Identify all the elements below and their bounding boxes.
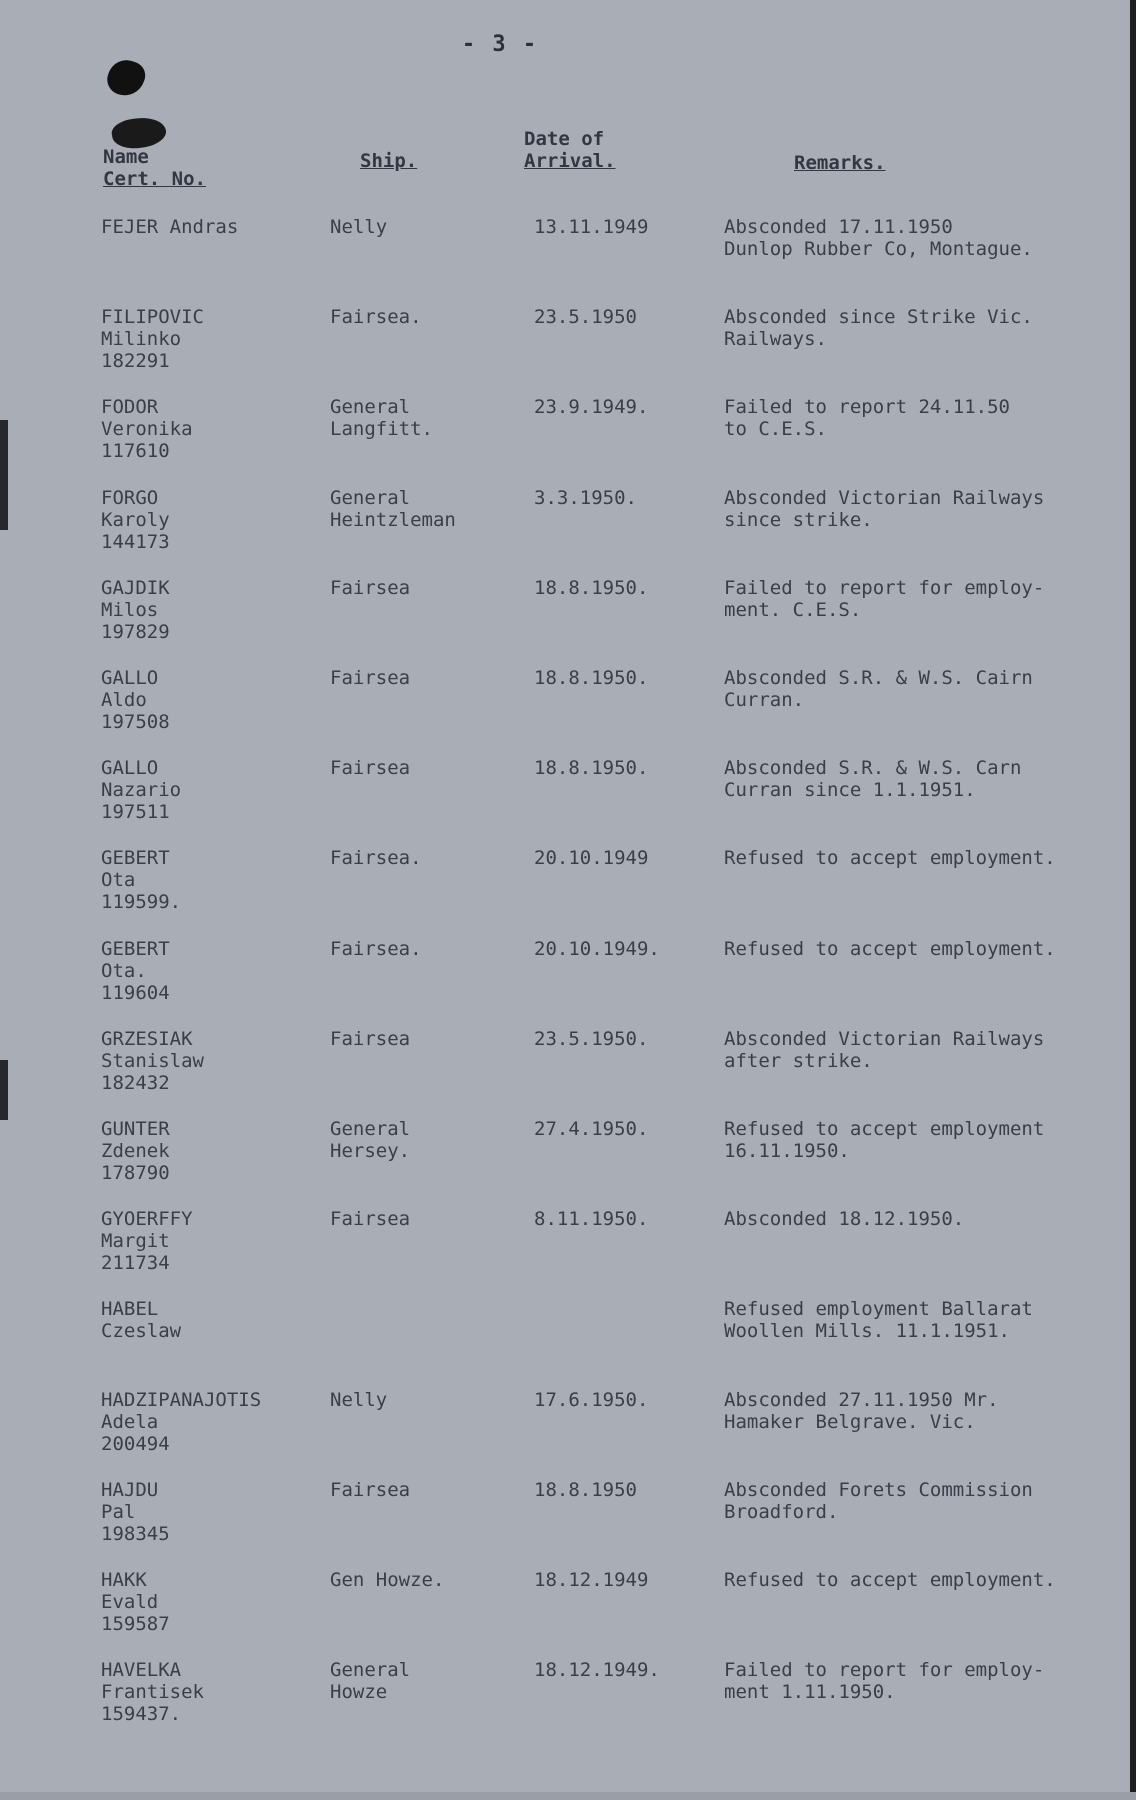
record-name: FILIPOVIC Milinko 182291	[101, 306, 204, 373]
record-remarks: Refused to accept employment 16.11.1950.	[724, 1118, 1045, 1162]
header-remarks-label: Remarks.	[794, 152, 886, 174]
record-name: HAJDU Pal 198345	[101, 1478, 170, 1545]
table-row	[0, 847, 1130, 933]
record-date: 17.6.1950.	[534, 1388, 649, 1411]
header-ship	[360, 150, 417, 172]
record-remarks: Failed to report 24.11.50 to C.E.S.	[724, 396, 1010, 441]
record-ship: General Hersey.	[330, 1118, 411, 1162]
record-remarks: Absconded since Strike Vic. Railways.	[724, 306, 1033, 351]
record-ship: General Langfitt.	[330, 396, 433, 441]
record-remarks: Absconded S.R. & W.S. Carn Curran since 1.1.1951.	[724, 757, 1022, 802]
record-ship: General Heintzleman	[330, 486, 456, 531]
record-remarks: Absconded Victorian Railways after strike.	[724, 1027, 1045, 1072]
header-cert-line1: Name	[103, 146, 149, 168]
table-row	[0, 396, 1130, 482]
header-date	[524, 128, 616, 172]
table-row	[0, 757, 1130, 843]
header-cert-line2: Cert. No.	[103, 168, 206, 190]
record-date: 3.3.1950.	[534, 486, 637, 509]
record-date: 18.12.1949	[534, 1569, 649, 1591]
table-row	[0, 306, 1130, 392]
record-date: 27.4.1950.	[534, 1118, 649, 1140]
header-date-line1: Date of	[524, 128, 605, 150]
table-row	[0, 1208, 1130, 1294]
record-remarks: Absconded 27.11.1950 Mr. Hamaker Belgrave. Vic.	[724, 1388, 999, 1433]
record-ship: Fairsea.	[330, 937, 422, 960]
table-row	[0, 1569, 1130, 1655]
record-date: 18.8.1950.	[534, 576, 649, 599]
record-name: FORGO Karoly 144173	[101, 486, 170, 553]
record-ship: Fairsea	[330, 1208, 411, 1231]
page-number: - 3 -	[461, 32, 539, 57]
header-date-line2: Arrival.	[524, 150, 616, 172]
record-remarks: Absconded 18.12.1950.	[724, 1208, 965, 1231]
record-remarks: Refused employment Ballarat Woollen Mills. 11.1.1951.	[724, 1298, 1033, 1343]
table-row	[0, 577, 1130, 663]
record-name: HAVELKA Frantisek 159437.	[101, 1659, 204, 1726]
record-ship: Nelly	[330, 1388, 388, 1411]
table-row	[0, 1659, 1130, 1745]
record-remarks: Refused to accept employment.	[724, 1569, 1056, 1591]
record-name: HABEL Czeslaw	[101, 1298, 182, 1343]
record-ship: General Howze	[330, 1659, 411, 1704]
record-ship: Gen Howze.	[330, 1569, 445, 1591]
record-name: FODOR Veronika 117610	[101, 396, 193, 463]
record-date: 23.5.1950.	[534, 1027, 649, 1050]
header-cert	[103, 146, 206, 190]
record-remarks: Absconded 17.11.1950 Dunlop Rubber Co, Montague.	[724, 216, 1033, 260]
header-ship-label: Ship.	[360, 150, 418, 172]
record-name: GALLO Aldo 197508	[101, 667, 170, 733]
ink-blot-mark	[103, 55, 149, 101]
record-remarks: Failed to report for employ- ment. C.E.S.	[724, 576, 1045, 621]
record-ship: Fairsea	[330, 1478, 411, 1501]
record-date: 20.10.1949	[534, 847, 649, 870]
record-name: GEBERT Ota 119599.	[101, 847, 182, 914]
record-date: 23.9.1949.	[534, 396, 649, 419]
table-row	[0, 1298, 1130, 1384]
record-ship: Fairsea.	[330, 847, 422, 870]
record-remarks: Absconded Victorian Railways since strike.	[724, 486, 1045, 531]
table-row	[0, 1118, 1130, 1204]
record-remarks: Refused to accept employment.	[724, 847, 1056, 870]
record-date: 13.11.1949	[534, 216, 649, 238]
record-remarks: Absconded Forets Commission Broadford.	[724, 1478, 1033, 1523]
record-name: GRZESIAK Stanislaw 182432	[101, 1027, 204, 1094]
record-date: 18.8.1950	[534, 1478, 637, 1501]
record-name: GAJDIK Milos 197829	[101, 576, 170, 643]
record-ship: Fairsea	[330, 576, 411, 599]
header-remarks	[794, 152, 886, 174]
record-ship: Fairsea.	[330, 306, 422, 329]
record-name: GUNTER Zdenek 178790	[101, 1118, 170, 1184]
record-ship: Fairsea	[330, 1027, 411, 1050]
record-ship: Fairsea	[330, 757, 411, 780]
record-date: 20.10.1949.	[534, 937, 660, 960]
record-date: 18.12.1949.	[534, 1659, 660, 1682]
record-name: GALLO Nazario 197511	[101, 757, 182, 824]
table-row	[0, 667, 1130, 753]
table-row	[0, 216, 1130, 302]
record-date: 8.11.1950.	[534, 1208, 649, 1231]
record-name: FEJER Andras	[101, 216, 239, 238]
record-name: GYOERFFY Margit 211734	[101, 1208, 193, 1275]
record-remarks: Absconded S.R. & W.S. Cairn Curran.	[724, 667, 1033, 711]
record-name: HADZIPANAJOTIS Adela 200494	[101, 1388, 262, 1455]
record-remarks: Failed to report for employ- ment 1.11.1950.	[724, 1659, 1045, 1704]
table-row	[0, 1479, 1130, 1565]
record-name: HAKK Evald 159587	[101, 1569, 170, 1635]
record-name: GEBERT Ota. 119604	[101, 937, 170, 1004]
record-date: 18.8.1950.	[534, 667, 649, 689]
table-row	[0, 938, 1130, 1024]
table-row	[0, 1389, 1130, 1475]
record-date: 18.8.1950.	[534, 757, 649, 780]
table-row	[0, 487, 1130, 573]
table-row	[0, 1028, 1130, 1114]
record-ship: Fairsea	[330, 667, 411, 689]
record-date: 23.5.1950	[534, 306, 637, 329]
record-ship: Nelly	[330, 216, 388, 238]
record-remarks: Refused to accept employment.	[724, 937, 1056, 960]
